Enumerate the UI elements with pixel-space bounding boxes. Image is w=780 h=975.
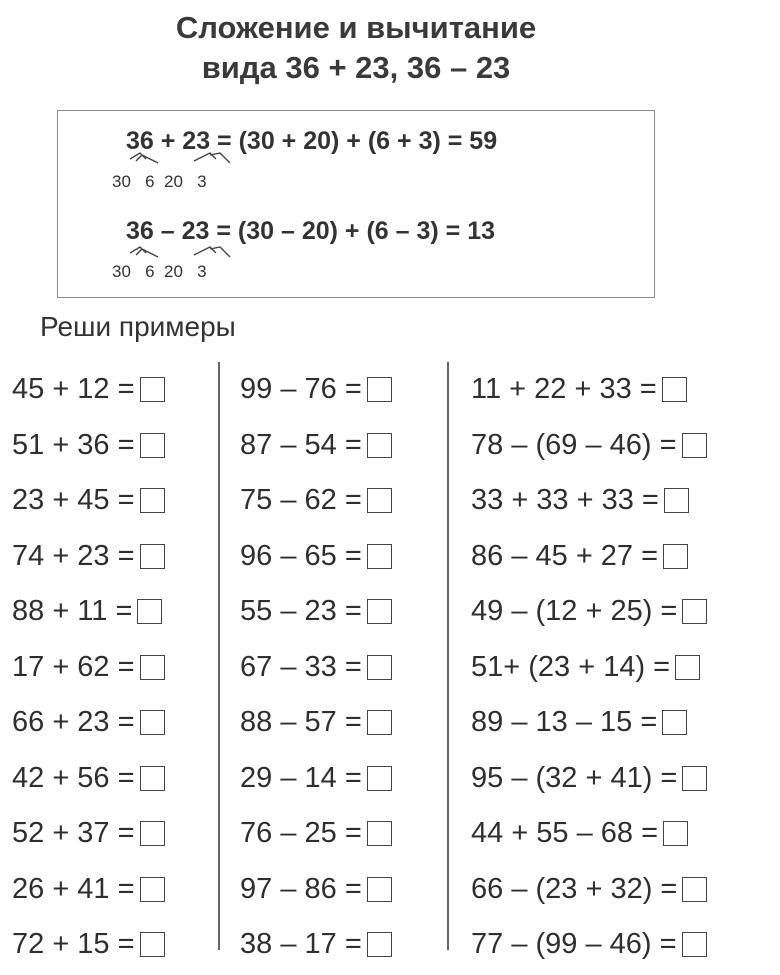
- answer-box[interactable]: [140, 821, 165, 846]
- problem-text: 72 + 15 =: [12, 928, 135, 961]
- answer-box[interactable]: [140, 544, 165, 569]
- problem-row: [240, 695, 392, 751]
- decomp-part: 3: [197, 172, 207, 191]
- problem-row: [12, 917, 165, 973]
- problem-text: 29 – 14 =: [240, 761, 362, 794]
- page-subtitle: вида 36 + 23, 36 – 23: [201, 50, 511, 85]
- problem-row: [471, 640, 707, 696]
- decomposition-addition: [112, 172, 207, 192]
- answer-box[interactable]: [675, 655, 700, 680]
- problem-text: 89 – 13 – 15 =: [471, 706, 658, 739]
- column-divider: [218, 362, 220, 950]
- decomp-part: 6: [145, 172, 155, 191]
- problem-row: [471, 362, 707, 418]
- problem-row: [471, 917, 707, 973]
- problem-text: 17 + 62 =: [12, 650, 135, 683]
- answer-box[interactable]: [367, 488, 392, 513]
- problem-text: 26 + 41 =: [12, 872, 135, 905]
- answer-box[interactable]: [140, 710, 165, 735]
- problem-row: [240, 640, 392, 696]
- problem-row: [471, 529, 707, 585]
- problem-text: 23 + 45 =: [12, 484, 135, 517]
- decomp-part: 20: [164, 172, 183, 191]
- problem-row: [471, 473, 707, 529]
- answer-box[interactable]: [367, 544, 392, 569]
- problem-text: 78 – (69 – 46) =: [471, 428, 677, 461]
- answer-box[interactable]: [140, 377, 165, 402]
- problem-row: [471, 751, 707, 807]
- problem-text: 67 – 33 =: [240, 650, 362, 683]
- problem-text: 51 + 36 =: [12, 428, 135, 461]
- problem-text: 76 – 25 =: [240, 817, 362, 850]
- problem-row: [12, 695, 165, 751]
- problem-row: [12, 751, 165, 807]
- answer-box[interactable]: [367, 433, 392, 458]
- decomposition-subtraction: [112, 262, 207, 282]
- problem-text: 66 – (23 + 32) =: [471, 872, 678, 905]
- problem-text: 38 – 17 =: [240, 928, 362, 961]
- answer-box[interactable]: [663, 544, 688, 569]
- answer-box[interactable]: [682, 877, 707, 902]
- answer-box[interactable]: [682, 433, 707, 458]
- answer-box[interactable]: [140, 433, 165, 458]
- answer-box[interactable]: [367, 655, 392, 680]
- problem-row: [471, 695, 707, 751]
- answer-box[interactable]: [140, 488, 165, 513]
- problem-row: [240, 584, 392, 640]
- decomp-part: 3: [197, 262, 207, 281]
- problem-row: [240, 473, 392, 529]
- answer-box[interactable]: [367, 821, 392, 846]
- problem-row: [12, 418, 165, 474]
- problem-text: 42 + 56 =: [12, 761, 135, 794]
- answer-box[interactable]: [140, 877, 165, 902]
- problem-row: [471, 418, 707, 474]
- problem-text: 45 + 12 =: [12, 373, 135, 406]
- answer-box[interactable]: [367, 766, 392, 791]
- answer-box[interactable]: [367, 377, 392, 402]
- problem-text: 95 – (32 + 41) =: [471, 761, 678, 794]
- problem-text: 75 – 62 =: [240, 484, 362, 517]
- answer-box[interactable]: [140, 655, 165, 680]
- problem-text: 77 – (99 – 46) =: [471, 928, 677, 961]
- problem-row: [240, 917, 392, 973]
- problem-row: [240, 862, 392, 918]
- answer-box[interactable]: [664, 488, 689, 513]
- task-label: Реши примеры: [40, 311, 236, 342]
- column-divider: [447, 362, 449, 950]
- answer-box[interactable]: [662, 377, 687, 402]
- problem-text: 51+ (23 + 14) =: [471, 650, 671, 683]
- problem-text: 55 – 23 =: [240, 595, 362, 628]
- answer-box[interactable]: [367, 710, 392, 735]
- answer-box[interactable]: [663, 821, 688, 846]
- arc-left-2b: [136, 249, 158, 257]
- example-equation-subtraction: 36 – 23 = (30 – 20) + (6 – 3) = 13: [126, 217, 496, 245]
- answer-box[interactable]: [367, 599, 392, 624]
- problem-row: [471, 862, 707, 918]
- problem-text: 44 + 55 – 68 =: [471, 817, 659, 850]
- problem-row: [240, 418, 392, 474]
- problem-text: 88 – 57 =: [240, 706, 362, 739]
- answer-box[interactable]: [682, 599, 707, 624]
- column-addition: [12, 362, 165, 973]
- problem-text: 88 + 11 =: [12, 595, 133, 628]
- problem-text: 97 – 86 =: [240, 872, 362, 905]
- column-subtraction: [240, 362, 392, 973]
- problem-row: [240, 362, 392, 418]
- problem-row: [240, 806, 392, 862]
- problem-text: 96 – 65 =: [240, 539, 362, 572]
- example-equation-addition: 36 + 23 = (30 + 20) + (6 + 3) = 59: [126, 127, 498, 155]
- problem-text: 99 – 76 =: [240, 373, 362, 406]
- problem-row: [12, 473, 165, 529]
- problem-row: [240, 751, 392, 807]
- problem-text: 86 – 45 + 27 =: [471, 539, 659, 572]
- decomp-part: 30: [112, 172, 131, 191]
- problem-text: 74 + 23 =: [12, 539, 135, 572]
- problem-row: [240, 529, 392, 585]
- problem-row: [12, 529, 165, 585]
- decomp-part: 6: [145, 262, 155, 281]
- problem-row: [12, 584, 165, 640]
- answer-box[interactable]: [367, 877, 392, 902]
- arc-left-1b: [136, 155, 158, 163]
- problem-row: [12, 806, 165, 862]
- problem-row: [471, 806, 707, 862]
- answer-box[interactable]: [140, 932, 165, 957]
- answer-box[interactable]: [662, 710, 687, 735]
- decomp-part: 20: [164, 262, 183, 281]
- answer-box[interactable]: [137, 599, 162, 624]
- answer-box[interactable]: [367, 932, 392, 957]
- decomp-part: 30: [112, 262, 131, 281]
- answer-box[interactable]: [682, 932, 707, 957]
- answer-box[interactable]: [682, 766, 707, 791]
- problem-row: [12, 862, 165, 918]
- example-box: [57, 110, 655, 298]
- page-title: Сложение и вычитание: [175, 10, 537, 45]
- problem-text: 11 + 22 + 33 =: [471, 373, 657, 406]
- arc-right-2b: [210, 247, 230, 257]
- problem-text: 49 – (12 + 25) =: [471, 595, 678, 628]
- problem-text: 33 + 33 + 33 =: [471, 484, 659, 517]
- problem-text: 52 + 37 =: [12, 817, 135, 850]
- problem-row: [471, 584, 707, 640]
- column-mixed: [471, 362, 707, 973]
- problem-row: [12, 362, 165, 418]
- answer-box[interactable]: [140, 766, 165, 791]
- problem-text: 87 – 54 =: [240, 428, 362, 461]
- problem-row: [12, 640, 165, 696]
- problem-text: 66 + 23 =: [12, 706, 135, 739]
